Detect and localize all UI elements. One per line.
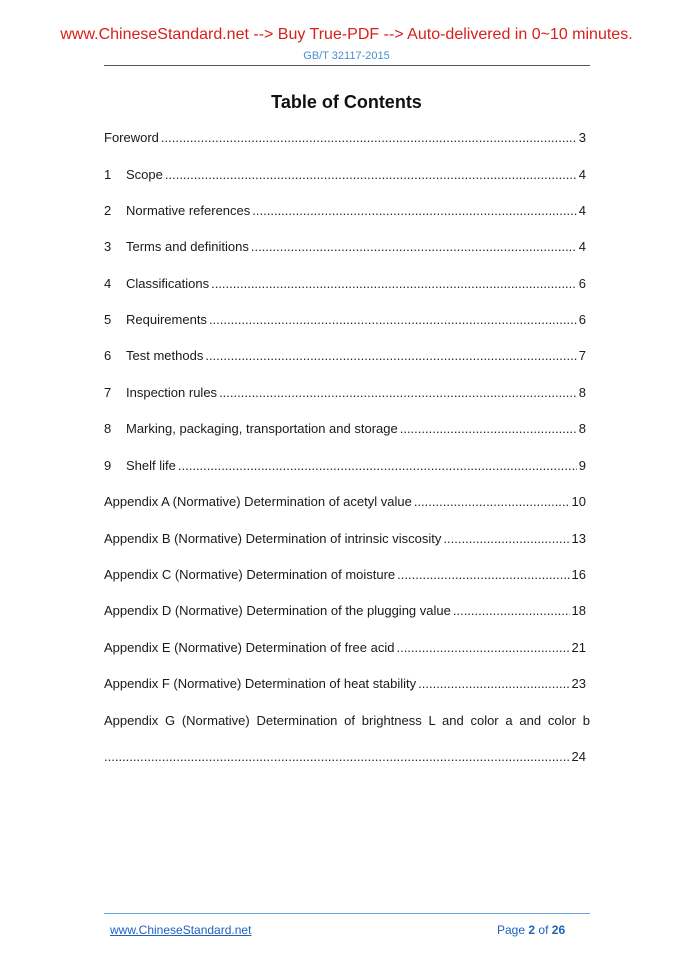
toc-entry-foreword[interactable] <box>104 130 586 145</box>
toc-entry-appendix-e[interactable] <box>104 640 586 655</box>
toc-number: 9 <box>104 458 112 473</box>
toc-entry-appendix-g[interactable]: Appendix G (Normative) Determination of brightness L and color a and color b <box>104 713 590 728</box>
toc-page-number: 6 <box>578 312 586 327</box>
toc-leader <box>219 385 577 400</box>
toc-leader <box>211 276 577 291</box>
toc-page-number: 23 <box>571 676 586 691</box>
toc-leader <box>205 348 576 363</box>
toc-label: Appendix C (Normative) Determination of moisture <box>104 567 396 582</box>
toc-label: Appendix F (Normative) Determination of heat stability <box>104 676 417 691</box>
toc-number: 6 <box>104 348 112 363</box>
page-of: of <box>538 923 549 937</box>
toc-entry-shelf-life[interactable] <box>104 458 586 473</box>
toc-leader <box>209 312 577 327</box>
toc-leader <box>453 603 570 618</box>
toc-number: 8 <box>104 421 112 436</box>
toc-page-number: 3 <box>578 130 586 145</box>
toc-page-number: 8 <box>578 385 586 400</box>
toc-label: Shelf life <box>126 458 176 473</box>
toc-leader <box>104 749 570 764</box>
toc-label: Foreword <box>104 130 159 145</box>
toc-entry-appendix-c[interactable] <box>104 567 586 582</box>
toc-entry-test-methods[interactable] <box>104 348 586 363</box>
page-prefix: Page <box>497 923 526 937</box>
toc-leader <box>178 458 577 473</box>
toc-entry-inspection-rules[interactable] <box>104 385 586 400</box>
toc-label: Inspection rules <box>126 385 218 400</box>
toc-page-number: 18 <box>571 603 586 618</box>
toc-page-number: 10 <box>571 494 586 509</box>
page-indicator <box>497 923 565 937</box>
toc-leader <box>251 239 577 254</box>
toc-label: Normative references <box>126 203 251 218</box>
toc-page-number: 24 <box>571 749 586 764</box>
toc-label: Appendix A (Normative) Determination of acetyl value <box>104 494 412 509</box>
toc-label: Test methods <box>126 348 204 363</box>
toc-leader <box>400 421 577 436</box>
toc-leader <box>396 640 569 655</box>
toc-page-number: 7 <box>578 348 586 363</box>
toc-leader <box>161 130 577 145</box>
toc-entry-normative-references[interactable] <box>104 203 586 218</box>
toc-number: 4 <box>104 276 112 291</box>
toc-leader <box>418 676 569 691</box>
toc-page-number: 9 <box>578 458 586 473</box>
toc-page-number: 13 <box>571 531 586 546</box>
toc-entry-marking-packaging[interactable] <box>104 421 586 436</box>
toc-label: Scope <box>126 167 163 182</box>
toc-entry-appendix-g-leader[interactable] <box>104 749 586 764</box>
toc-leader <box>414 494 570 509</box>
toc-page-number: 16 <box>571 567 586 582</box>
footer-site-link[interactable]: www.ChineseStandard.net <box>110 923 252 937</box>
toc-entry-scope[interactable] <box>104 167 586 182</box>
toc-page-number: 4 <box>578 203 586 218</box>
document-number: GB/T 32117-2015 <box>303 50 390 62</box>
page-title: Table of Contents <box>271 92 422 112</box>
toc-label: Appendix E (Normative) Determination of free acid <box>104 640 395 655</box>
toc-number: 2 <box>104 203 112 218</box>
toc-label: Marking, packaging, transportation and storage <box>126 421 398 436</box>
header-divider <box>104 65 590 66</box>
footer-divider <box>104 913 590 914</box>
toc-leader <box>397 567 569 582</box>
toc-label: Appendix D (Normative) Determination of the plugging value <box>104 603 451 618</box>
promo-banner[interactable]: www.ChineseStandard.net --> Buy True-PDF --> Auto-delivered in 0~10 minutes. <box>60 26 633 43</box>
toc-page-number: 21 <box>571 640 586 655</box>
toc-label: Classifications <box>126 276 210 291</box>
toc-leader <box>252 203 576 218</box>
toc-entry-appendix-b[interactable] <box>104 531 586 546</box>
total-pages: 26 <box>551 923 566 937</box>
toc-leader <box>165 167 577 182</box>
toc-entry-requirements[interactable] <box>104 312 586 327</box>
current-page: 2 <box>528 923 536 937</box>
toc-entry-appendix-a[interactable] <box>104 494 586 509</box>
toc-number: 5 <box>104 312 112 327</box>
toc-page-number: 4 <box>578 239 586 254</box>
toc-entry-appendix-f[interactable] <box>104 676 586 691</box>
toc-page-number: 6 <box>578 276 586 291</box>
toc-number: 3 <box>104 239 112 254</box>
toc-label: Requirements <box>126 312 207 327</box>
toc-entry-terms-and-definitions[interactable] <box>104 239 586 254</box>
toc-page-number: 8 <box>578 421 586 436</box>
toc-entry-classifications[interactable] <box>104 276 586 291</box>
toc-number: 7 <box>104 385 112 400</box>
toc-label: Appendix B (Normative) Determination of intrinsic viscosity <box>104 531 442 546</box>
toc-leader <box>443 531 569 546</box>
toc-entry-appendix-d[interactable] <box>104 603 586 618</box>
toc-number: 1 <box>104 167 112 182</box>
toc-label: Terms and definitions <box>126 239 249 254</box>
toc-page-number: 4 <box>578 167 586 182</box>
